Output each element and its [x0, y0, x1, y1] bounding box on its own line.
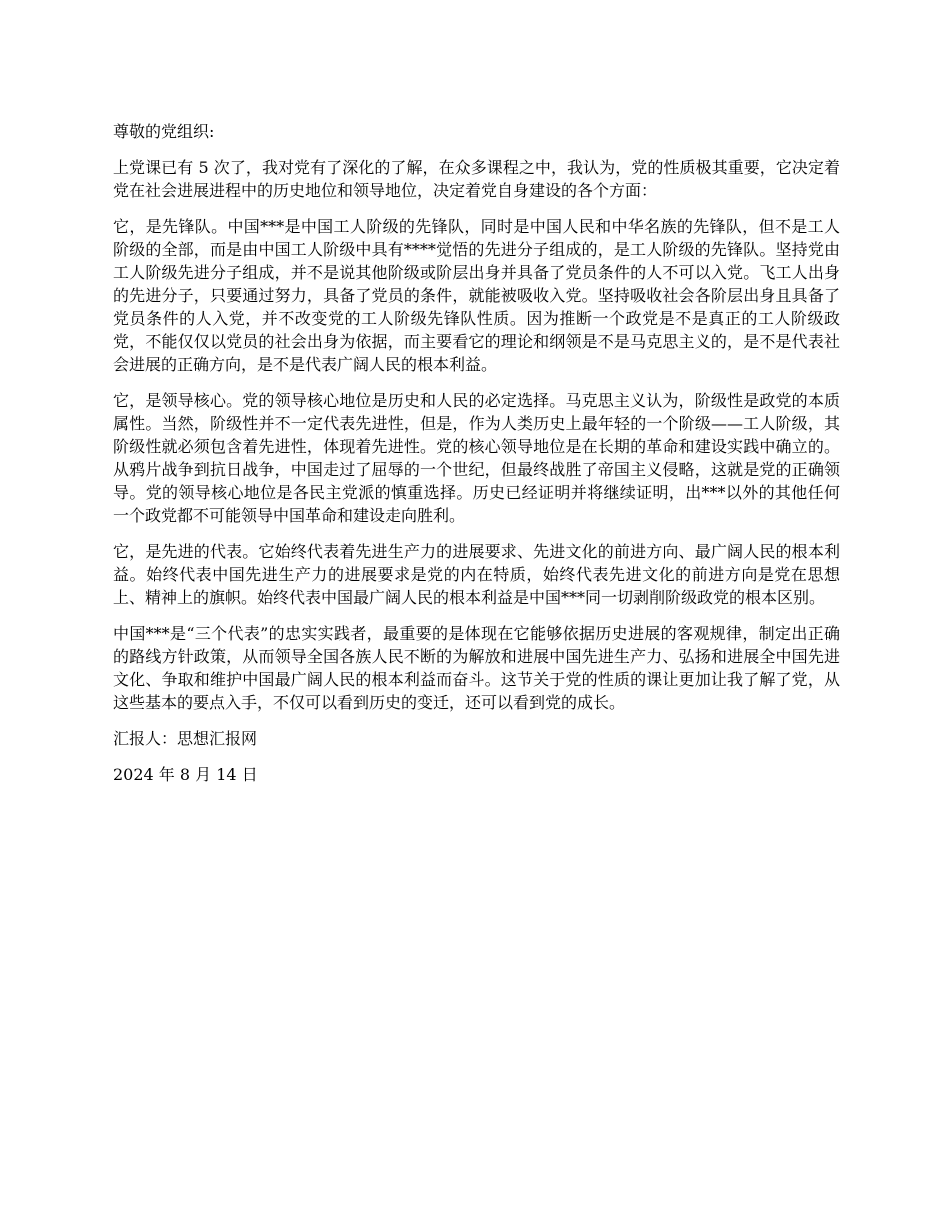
- paragraph-conclusion: 中国***是“三个代表”的忠实实践者，最重要的是体现在它能够依据历史进展的客观规律，制定出正确的路线方针政策，从而领导全国各族人民不断的为解放和进展中国先进生产力、弘扬和进展全中国先进文化、争取和维护中国最广阔人民的根本利益而奋斗。这节关于党的性质的课让更加让我了解了党，从这些基本的要点入手，不仅可以看到历史的变迁，还可以看到党的成长。: [113, 624, 840, 712]
- paragraph-advanced-representative: 它，是先进的代表。它始终代表着先进生产力的进展要求、先进文化的前进方向、最广阔人民的根本利益。始终代表中国先进生产力的进展要求是党的内在特质，始终代表先进文化的前进方向是党在思想上、精神上的旗帜。始终代表中国最广阔人民的根本利益是中国***同一切剥削阶级政党的根本区别。: [113, 542, 840, 607]
- document-page: [113, 120, 840, 799]
- date: 2024 年 8 月 14 日: [113, 765, 258, 784]
- paragraph-vanguard: 它，是先锋队。中国***是中国工人阶级的先锋队，同时是中国人民和中华名族的先锋队，但不是工人阶级的全部，而是由中国工人阶级中具有****觉悟的先进分子组成的，是工人阶级的先锋队。坚持党由工人阶级先进分子组成，并不是说其他阶级或阶层出身并具备了党员条件的人不可以入党。飞工人出身的先进分子，只要通过努力，具备了党员的条件，就能被吸收入党。坚持吸收社会各阶层出身且具备了党员条件的人入党，并不改变党的工人阶级先锋队性质。因为推断一个政党是不是真正的工人阶级政党，不能仅仅以党员的社会出身为依据，而主要看它的理论和纲领是不是马克思主义的，是不是代表社会进展的正确方向，是不是代表广阔人民的根本利益。: [113, 217, 840, 374]
- paragraph-intro: 上党课已有 5 次了，我对党有了深化的了解，在众多课程之中，我认为，党的性质极其重要，它决定着党在社会进展进程中的历史地位和领导地位，决定着党自身建设的各个方面：: [113, 158, 840, 200]
- paragraph-leadership-core: 它，是领导核心。党的领导核心地位是历史和人民的必定选择。马克思主义认为，阶级性是政党的本质属性。当然，阶级性并不一定代表先进性，但是，作为人类历史上最年轻的一个阶级——工人阶级，其阶级性就必须包含着先进性，体现着先进性。党的核心领导地位是在长期的革命和建设实践中确立的。从鸦片战争到抗日战争，中国走过了屈辱的一个世纪，但最终战胜了帝国主义侵略，这就是党的正确领导。党的领导核心地位是各民主党派的慎重选择。历史已经证明并将继续证明，出***以外的其他任何一个政党都不可能领导中国革命和建设走向胜利。: [113, 391, 840, 525]
- signature: 汇报人：思想汇报网: [113, 729, 258, 748]
- salutation: 尊敬的党组织:: [113, 122, 215, 141]
